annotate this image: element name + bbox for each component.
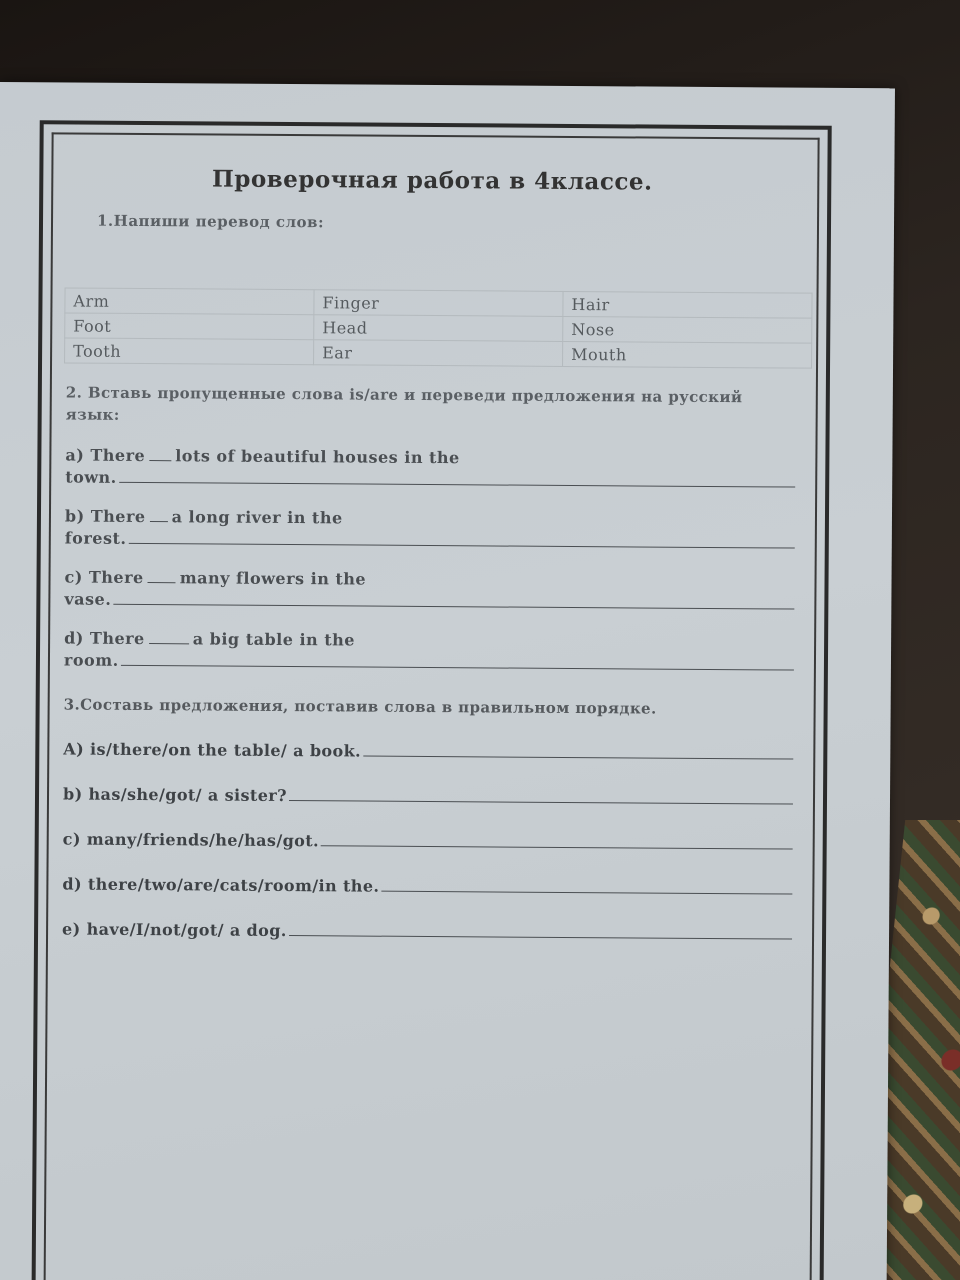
item-text: c) many/friends/he/has/got. <box>62 829 320 851</box>
answer-line[interactable] <box>289 935 792 940</box>
answer-line[interactable] <box>128 543 794 549</box>
vocab-cell: Hair <box>563 291 812 318</box>
item-end: town. <box>65 467 117 487</box>
order-item-d <box>62 874 792 898</box>
item-end: vase. <box>64 589 112 609</box>
item-prefix: d) There <box>64 628 145 649</box>
item-end: room. <box>63 650 119 670</box>
item-prefix: c) There <box>64 567 144 588</box>
vocab-cell: Tooth <box>65 338 314 365</box>
answer-line[interactable] <box>289 800 793 805</box>
answer-line[interactable] <box>121 665 794 671</box>
vocab-cell: Foot <box>65 313 314 340</box>
vocab-cell: Ear <box>314 340 563 367</box>
answer-line[interactable] <box>381 891 792 895</box>
order-item-b <box>63 784 793 808</box>
task3-heading: 3.Составь предложения, поставив слова в правильном порядке. <box>63 695 657 718</box>
answer-line[interactable] <box>363 756 793 760</box>
worksheet-paper <box>0 82 895 1280</box>
answer-blank[interactable] <box>149 629 189 644</box>
item-prefix: a) There <box>65 445 146 466</box>
task2-heading: 2. Вставь пропущенные слова is/are и переведи предложения на русский язык: <box>65 383 743 424</box>
item-end: forest. <box>64 528 127 548</box>
order-item-a <box>63 739 793 763</box>
answer-blank[interactable] <box>148 568 176 583</box>
task1-heading: 1.Напиши перевод слов: <box>96 211 325 232</box>
item-text: A) is/there/on the table/ a book. <box>63 739 362 761</box>
worksheet-title: Проверочная работа в 4классе. <box>211 165 653 196</box>
vocab-cell: Arm <box>65 288 314 315</box>
vocab-cell: Head <box>314 315 563 342</box>
page-border <box>31 120 831 1280</box>
item-text: a long river in the <box>171 507 343 528</box>
answer-line[interactable] <box>321 845 793 849</box>
fill-item-d <box>64 628 794 674</box>
item-text: d) there/two/are/cats/room/in the. <box>62 874 380 896</box>
answer-blank[interactable] <box>149 446 171 461</box>
item-prefix: b) There <box>64 506 146 527</box>
fill-item-c <box>64 567 794 613</box>
vocab-cell: Finger <box>314 290 563 317</box>
item-text: e) have/I/not/got/ a dog. <box>62 919 287 941</box>
item-text: lots of beautiful houses in the <box>175 446 460 468</box>
fill-item-a <box>65 445 795 491</box>
table-row <box>65 338 812 368</box>
answer-line[interactable] <box>119 482 795 488</box>
item-text: b) has/she/got/ a sister? <box>62 784 288 806</box>
vocabulary-table <box>64 287 813 368</box>
vocab-cell: Nose <box>563 316 812 343</box>
fill-item-b <box>65 506 795 552</box>
answer-line[interactable] <box>113 604 794 610</box>
item-text: a big table in the <box>192 629 356 650</box>
answer-blank[interactable] <box>150 507 168 522</box>
worksheet-content <box>62 164 797 943</box>
order-item-c <box>63 829 793 853</box>
item-text: many flowers in the <box>179 568 367 589</box>
vocab-cell: Mouth <box>563 341 812 368</box>
